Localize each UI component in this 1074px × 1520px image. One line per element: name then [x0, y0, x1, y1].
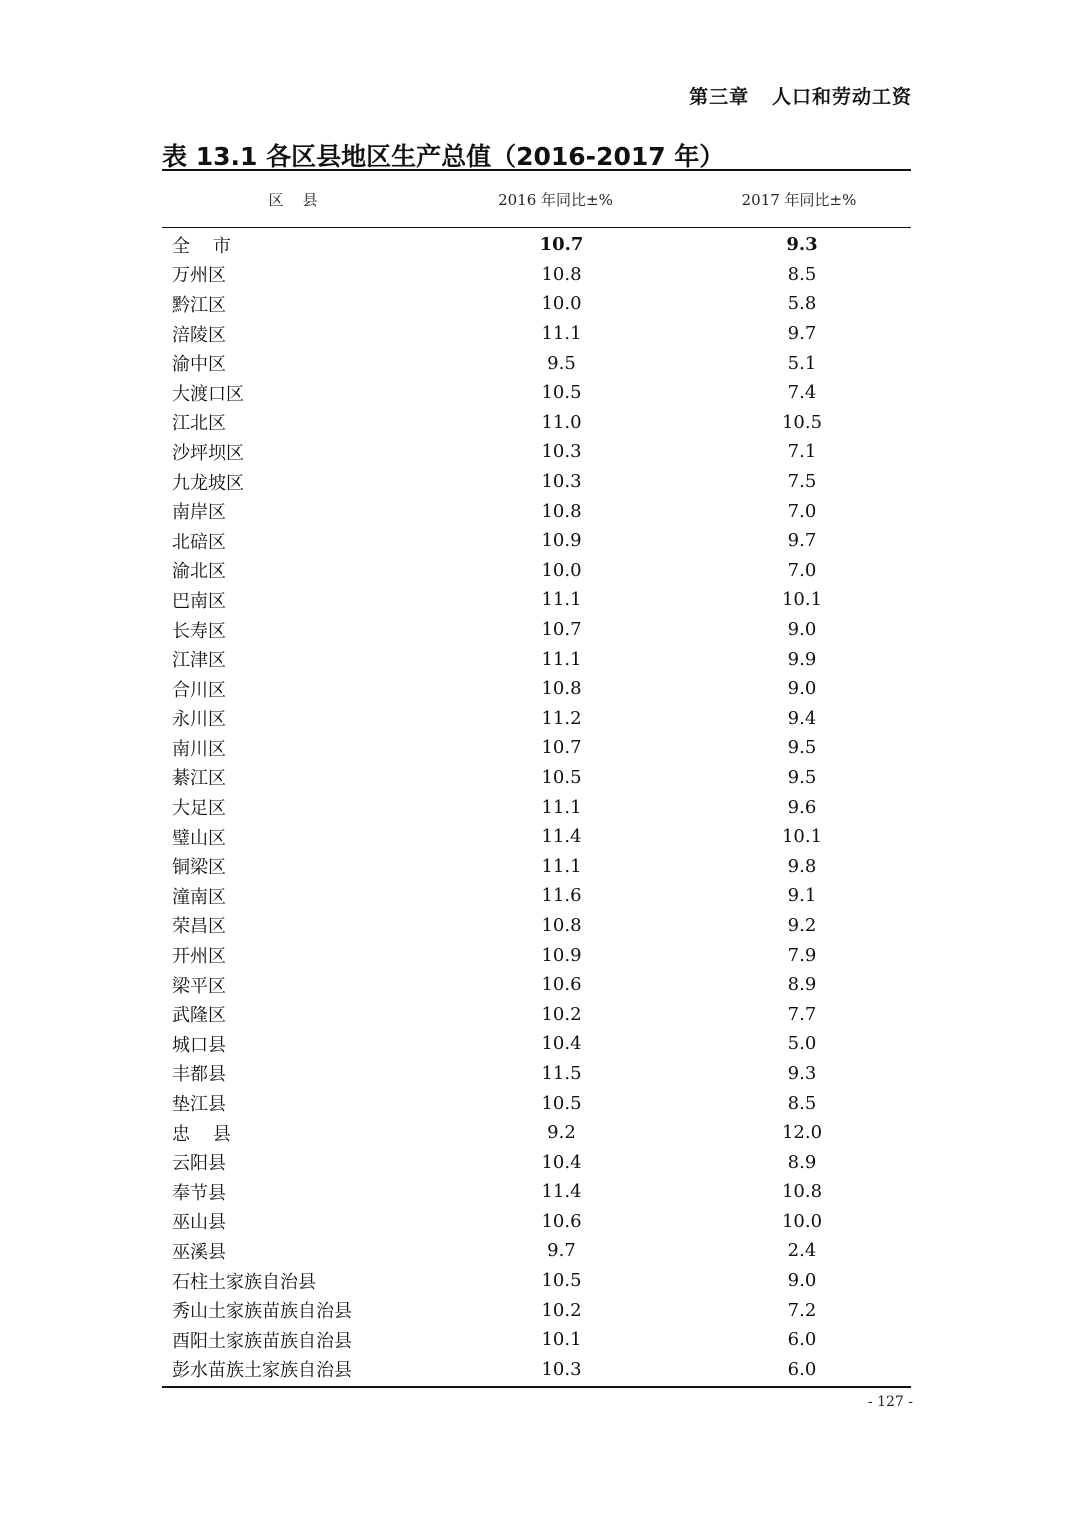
column-header-district: 区 县: [268, 190, 318, 209]
cell-2017: 7.4: [787, 382, 817, 404]
cell-2016: 10.9: [541, 944, 582, 966]
table-row: [162, 763, 911, 793]
table-row: [162, 1207, 911, 1237]
cell-district: 江津区: [172, 650, 226, 672]
cell-district: 巫溪县: [172, 1241, 226, 1263]
cell-district: 永川区: [172, 709, 226, 731]
cell-2016: 11.1: [541, 648, 582, 670]
table-row: [162, 437, 911, 467]
cell-2016: 10.5: [541, 1270, 582, 1292]
cell-2017: 7.0: [787, 559, 817, 581]
cell-2016: 10.0: [541, 293, 582, 315]
cell-2016: 10.9: [541, 530, 582, 552]
table-row: [162, 467, 911, 497]
table-title: 表 13.1 各区县地区生产总值（2016-2017 年）: [162, 142, 725, 171]
table-row: [162, 348, 911, 378]
cell-2016: 10.4: [541, 1033, 582, 1055]
cell-2017: 9.3: [787, 1062, 817, 1084]
cell-district: 长寿区: [172, 620, 226, 642]
cell-2017: 10.0: [781, 1210, 823, 1232]
table-row: [162, 1236, 911, 1266]
cell-district: 渝北区: [172, 561, 226, 583]
cell-district: 彭水苗族土家族自治县: [172, 1360, 352, 1382]
cell-district: 石柱土家族自治县: [172, 1271, 316, 1293]
table-row: [162, 881, 911, 911]
table-row: [162, 556, 911, 586]
cell-2016: 10.7: [541, 737, 582, 759]
cell-2016: 11.1: [541, 323, 582, 345]
cell-2017: 9.1: [787, 885, 817, 907]
table-row: [162, 704, 911, 734]
table-row: [162, 230, 911, 260]
cell-2016: 9.5: [547, 352, 576, 374]
cell-district: 涪陵区: [172, 324, 226, 346]
cell-district: 巫山县: [172, 1212, 226, 1234]
table-row: [162, 1266, 911, 1296]
table-row: [162, 1355, 911, 1385]
cell-district: 秀山土家族苗族自治县: [172, 1301, 352, 1323]
table-row: [162, 644, 911, 674]
cell-2017: 7.7: [787, 1003, 817, 1025]
cell-2016: 10.4: [541, 1151, 582, 1173]
cell-district: 合川区: [172, 679, 226, 701]
cell-2017: 8.5: [787, 263, 817, 285]
cell-district: 铜梁区: [172, 857, 226, 879]
table-row: [162, 1088, 911, 1118]
table-row: [162, 1325, 911, 1355]
cell-district: 全 市: [172, 235, 231, 257]
cell-2016: 11.1: [541, 589, 582, 611]
cell-2016: 10.7: [541, 619, 582, 641]
cell-district: 奉节县: [172, 1182, 226, 1204]
cell-2016: 11.4: [541, 1181, 582, 1203]
cell-district: 万州区: [172, 265, 226, 287]
table-row: [162, 999, 911, 1029]
cell-2017: 8.5: [787, 1092, 817, 1114]
cell-2016: 10.5: [541, 1092, 582, 1114]
table-row: [162, 1029, 911, 1059]
cell-2017: 10.1: [781, 589, 823, 611]
cell-district: 南岸区: [172, 502, 226, 524]
table-row: [162, 822, 911, 852]
cell-2017: 7.5: [787, 471, 817, 493]
cell-2017: 10.8: [781, 1181, 823, 1203]
cell-2016: 10.5: [541, 382, 582, 404]
cell-2017: 9.2: [787, 914, 817, 936]
page-number: - 127 -: [867, 1394, 913, 1410]
cell-district: 梁平区: [172, 975, 226, 997]
table-row: [162, 1118, 911, 1148]
cell-2017: 7.0: [787, 500, 817, 522]
table-row: [162, 289, 911, 319]
table-body: [162, 228, 911, 1386]
cell-2017: 5.0: [787, 1033, 817, 1055]
cell-2017: 9.5: [787, 737, 817, 759]
cell-2016: 11.2: [541, 707, 582, 729]
table-row: [162, 378, 911, 408]
table-row: [162, 911, 911, 941]
cell-district: 黔江区: [172, 294, 226, 316]
cell-district: 九龙坡区: [172, 472, 244, 494]
cell-district: 垫江县: [172, 1094, 226, 1116]
data-table: [162, 169, 911, 1388]
cell-2017: 2.4: [787, 1240, 817, 1262]
cell-district: 巴南区: [172, 590, 226, 612]
table-row: [162, 851, 911, 881]
cell-2017: 9.0: [787, 619, 817, 641]
table-row: [162, 940, 911, 970]
cell-2017: 5.1: [787, 352, 817, 374]
cell-2016: 10.7: [539, 234, 584, 256]
table-row: [162, 970, 911, 1000]
chapter-header: 第三章 人口和劳动工资: [689, 86, 912, 108]
cell-2016: 10.6: [541, 974, 582, 996]
cell-2016: 10.3: [541, 471, 582, 493]
cell-2016: 11.6: [541, 885, 582, 907]
cell-district: 城口县: [172, 1034, 226, 1056]
cell-district: 云阳县: [172, 1153, 226, 1175]
table-row: [162, 319, 911, 349]
table-row: [162, 733, 911, 763]
cell-2016: 10.8: [541, 678, 582, 700]
cell-2016: 10.8: [541, 500, 582, 522]
table-row: [162, 1295, 911, 1325]
table-row: [162, 1147, 911, 1177]
table-row: [162, 615, 911, 645]
cell-district: 开州区: [172, 946, 226, 968]
cell-2016: 10.2: [541, 1003, 582, 1025]
cell-2016: 11.5: [541, 1062, 582, 1084]
cell-district: 江北区: [172, 413, 226, 435]
cell-2017: 7.2: [787, 1299, 817, 1321]
cell-2016: 9.2: [547, 1122, 576, 1144]
cell-2017: 10.1: [781, 826, 823, 848]
cell-2016: 11.1: [541, 855, 582, 877]
cell-2016: 10.3: [541, 441, 582, 463]
cell-2017: 6.0: [787, 1358, 817, 1380]
table-row: [162, 1059, 911, 1089]
table-row: [162, 496, 911, 526]
cell-2016: 10.8: [541, 263, 582, 285]
cell-2017: 9.9: [787, 648, 817, 670]
cell-2017: 9.0: [787, 678, 817, 700]
table-row: [162, 585, 911, 615]
cell-2017: 8.9: [787, 974, 817, 996]
column-header-2017: 2017 年同比±%: [741, 190, 857, 209]
table-row: [162, 1177, 911, 1207]
table-row: [162, 408, 911, 438]
cell-district: 武隆区: [172, 1005, 226, 1027]
cell-2016: 10.3: [541, 1358, 582, 1380]
cell-2016: 10.8: [541, 914, 582, 936]
cell-district: 沙坪坝区: [172, 442, 244, 464]
cell-district: 大足区: [172, 798, 226, 820]
cell-2016: 11.4: [541, 826, 582, 848]
cell-district: 潼南区: [172, 886, 226, 908]
cell-district: 北碚区: [172, 531, 226, 553]
cell-district: 璧山区: [172, 827, 226, 849]
table-row: [162, 792, 911, 822]
cell-2017: 8.9: [787, 1151, 817, 1173]
cell-2016: 10.5: [541, 766, 582, 788]
cell-2017: 9.4: [787, 707, 817, 729]
cell-2017: 9.3: [786, 234, 818, 256]
cell-2017: 6.0: [787, 1329, 817, 1351]
cell-2017: 9.7: [787, 530, 817, 552]
cell-district: 綦江区: [172, 768, 226, 790]
table-row: [162, 674, 911, 704]
cell-2016: 10.6: [541, 1210, 582, 1232]
cell-2017: 9.0: [787, 1270, 817, 1292]
table-row: [162, 260, 911, 290]
cell-district: 荣昌区: [172, 916, 226, 938]
cell-2017: 12.0: [781, 1122, 823, 1144]
cell-2017: 9.8: [787, 855, 817, 877]
cell-2016: 10.2: [541, 1299, 582, 1321]
cell-2017: 5.8: [787, 293, 817, 315]
table-row: [162, 526, 911, 556]
cell-2017: 9.7: [787, 323, 817, 345]
cell-district: 南川区: [172, 738, 226, 760]
cell-2016: 10.1: [541, 1329, 582, 1351]
cell-2017: 10.5: [781, 411, 823, 433]
cell-2016: 11.1: [541, 796, 582, 818]
column-header-2016: 2016 年同比±%: [498, 190, 613, 209]
table-header-row: [162, 171, 911, 227]
cell-district: 渝中区: [172, 354, 226, 376]
cell-district: 忠 县: [172, 1123, 231, 1145]
cell-2016: 11.0: [541, 411, 582, 433]
cell-district: 大渡口区: [172, 383, 244, 405]
cell-2017: 7.1: [787, 441, 817, 463]
cell-2017: 9.5: [787, 766, 817, 788]
cell-2016: 9.7: [547, 1240, 576, 1262]
cell-district: 酉阳土家族苗族自治县: [172, 1330, 352, 1352]
cell-2017: 7.9: [787, 944, 817, 966]
cell-district: 丰都县: [172, 1064, 226, 1086]
cell-2017: 9.6: [787, 796, 817, 818]
cell-2016: 10.0: [541, 559, 582, 581]
table-bottom-rule: [162, 1386, 911, 1388]
